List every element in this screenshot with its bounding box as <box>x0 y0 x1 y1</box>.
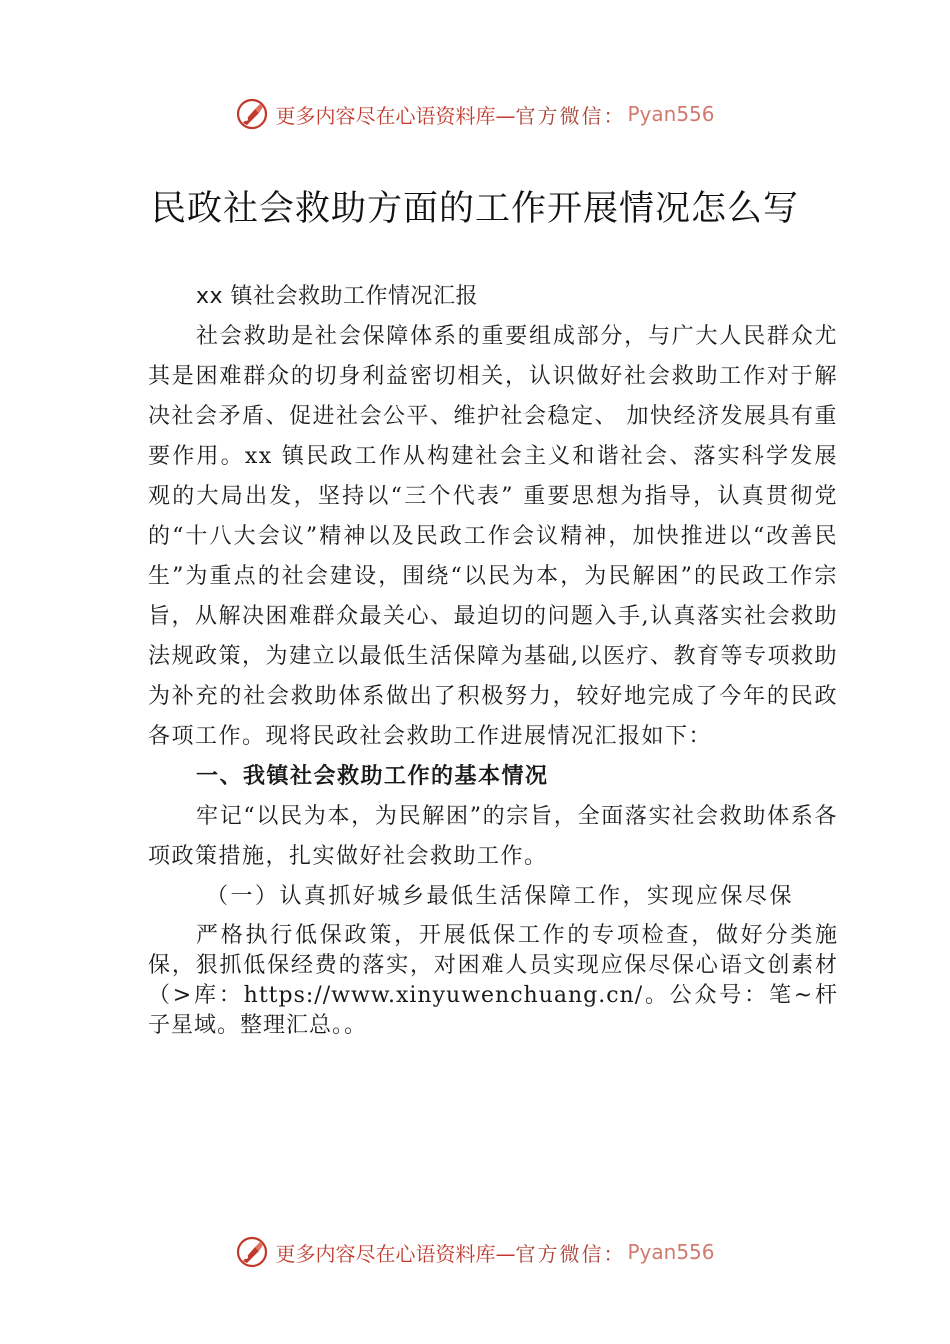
watermark-wechat-label: 官方微信： <box>515 103 626 128</box>
section1-heading: 一、我镇社会救助工作的基本情况 <box>196 764 549 789</box>
document-body <box>148 277 838 1041</box>
section1-paragraph: 牢记“以民为本，为民解困”的宗旨，全面落实社会救助体系各项政策措施，扎实做好社会救助工作。 <box>148 804 838 869</box>
watermark-footer <box>0 1232 950 1272</box>
watermark-wechat-id: Pyan556 <box>627 1240 715 1264</box>
subsection1-paragraph: 严格执行低保政策，开展低保工作的专项检查，做好分类施保，狠抓低保经费的落实，对困难人员实现应保尽保心语文创素材（>库：https://www.xinyuwenchuang.cn/。公众号：笔~杆子星域。整理汇总。。 <box>148 923 838 1038</box>
watermark-wechat-id: Pyan556 <box>627 102 715 126</box>
document-title: 民政社会救助方面的工作开展情况怎么写 <box>150 189 799 229</box>
watermark-header <box>0 94 950 134</box>
watermark-wechat-label: 官方微信： <box>515 1241 626 1266</box>
watermark-prefix: 更多内容尽在心语资料库— <box>275 1241 516 1266</box>
pen-nib-seal-icon <box>235 1235 269 1269</box>
document-subtitle: xx 镇社会救助工作情况汇报 <box>196 284 479 309</box>
pen-nib-seal-icon <box>235 97 269 131</box>
intro-paragraph: 社会救助是社会保障体系的重要组成部分，与广大人民群众尤其是困难群众的切身利益密切相关，认识做好社会救助工作对于解决社会矛盾、促进社会公平、维护社会稳定、 加快经济发展具有重要作用。xx 镇民政工作从构建社会主义和谐社会、落实科学发展观的大局出发，坚持以“三个代表” 重要思想为指导，认真贯彻党的“十八大会议”精神以及民政工作会议精神，加快推进以“改善民生”为重点的社会建设，围绕“以民为本，为民解困”的民政工作宗旨，从解决困难群众最关心、最迫切的问题入手,认真落实社会救助法规政策，为建立以最低生活保障为基础,以医疗、教育等专项救助为补充的社会救助体系做出了积极努力，较好地完成了今年的民政各项工作。现将民政社会救助工作进展情况汇报如下： <box>148 324 838 749</box>
subsection1-heading: （一）认真抓好城乡最低生活保障工作，实现应保尽保 <box>206 884 795 909</box>
watermark-prefix: 更多内容尽在心语资料库— <box>275 103 516 128</box>
